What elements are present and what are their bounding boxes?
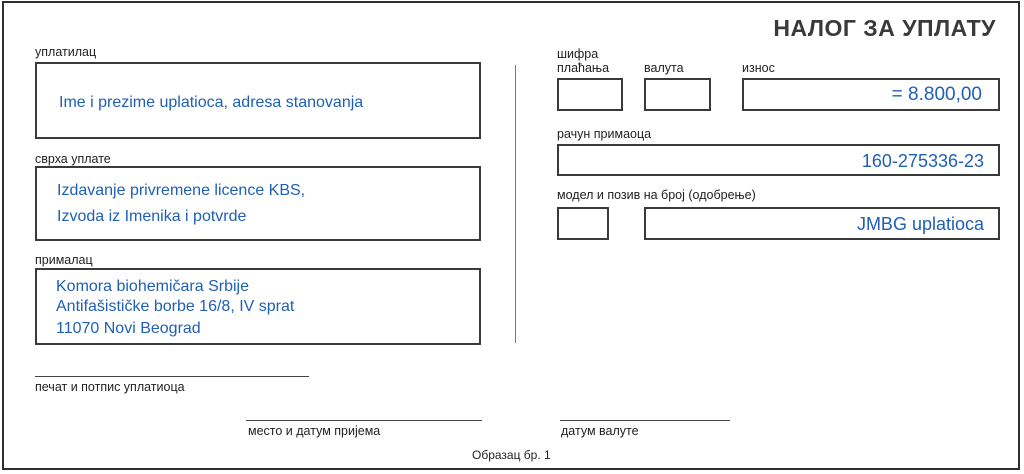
account-value: 160-275336-23 <box>861 151 984 171</box>
amount-field[interactable] <box>742 78 1000 111</box>
value-date-label: датум валуте <box>561 424 639 438</box>
form-title: НАЛОГ ЗА УПЛАТУ <box>773 15 996 41</box>
stamp-signature-line[interactable] <box>35 376 309 377</box>
currency-field[interactable] <box>644 78 711 111</box>
currency-label: валута <box>644 61 684 75</box>
purpose-line-1: Izdavanje privremene licence KBS, <box>57 182 306 199</box>
form-number: Образац бр. 1 <box>472 448 551 462</box>
purpose-label: сврха уплате <box>35 152 111 166</box>
payment-code-label-2: плаћања <box>557 61 610 75</box>
payer-field[interactable] <box>35 62 481 139</box>
payer-label: уплатилац <box>35 45 97 59</box>
reference-value: JMBG uplatioca <box>856 214 984 234</box>
recipient-line-3: 11070 Novi Beograd <box>56 320 201 337</box>
payment-code-label-1: шифра <box>557 47 599 61</box>
reference-model-field[interactable] <box>557 207 609 240</box>
reference-number-field[interactable] <box>644 207 1000 240</box>
payment-code-field[interactable] <box>557 78 623 111</box>
place-date-label: место и датум пријема <box>248 424 381 438</box>
recipient-line-1: Komora biohemičara Srbije <box>56 278 249 295</box>
amount-value: = 8.800,00 <box>891 84 982 105</box>
purpose-field[interactable] <box>35 166 481 241</box>
account-label: рачун примаоца <box>557 127 652 141</box>
value-date-line[interactable] <box>560 420 730 421</box>
payment-slip <box>2 1 1020 470</box>
recipient-label: прималац <box>35 253 93 267</box>
purpose-line-2: Izvoda iz Imenika i potvrde <box>57 208 247 225</box>
column-divider <box>515 65 516 343</box>
payer-value: Ime i prezime uplatioca, adresa stanovanja <box>59 94 364 111</box>
amount-label: износ <box>742 61 775 75</box>
reference-label: модел и позив на број (одобрење) <box>557 188 756 202</box>
recipient-line-2: Antifašističke borbe 16/8, IV sprat <box>56 298 295 315</box>
recipient-field[interactable] <box>35 268 481 345</box>
account-field[interactable] <box>557 144 1000 176</box>
place-date-line[interactable] <box>246 420 482 421</box>
stamp-signature-label: печат и потпис уплатиоца <box>35 380 185 394</box>
